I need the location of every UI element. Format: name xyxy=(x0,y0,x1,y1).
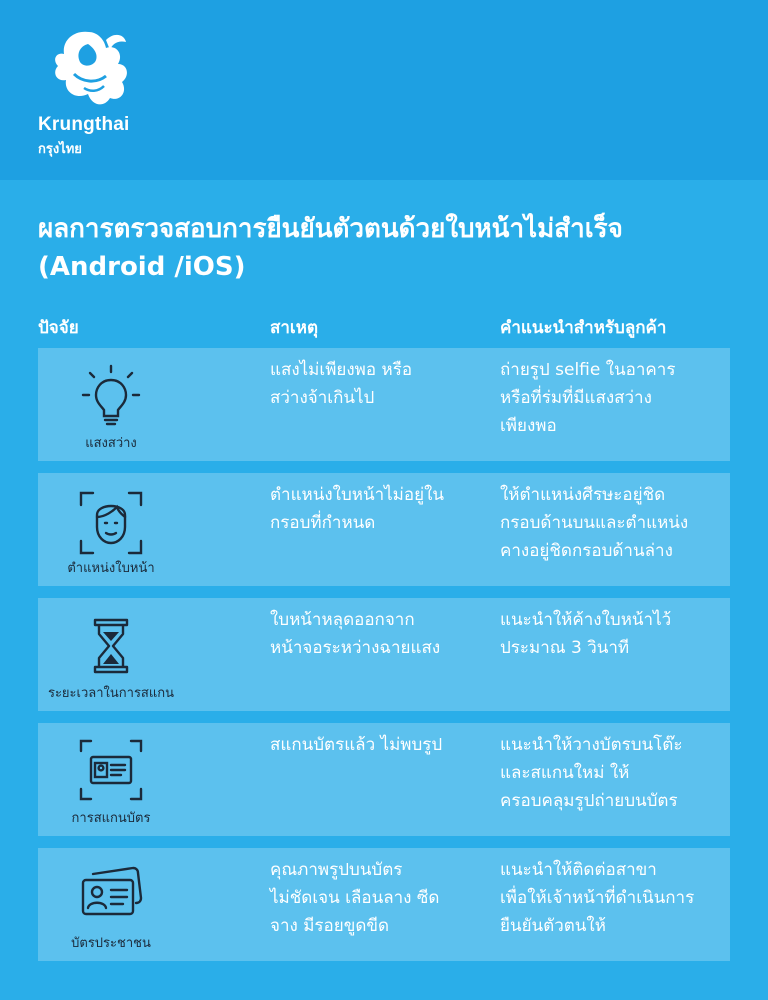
title-line-2: (Android /iOS) xyxy=(38,252,246,282)
row-icon-cell xyxy=(38,348,184,461)
row-cause xyxy=(270,731,480,759)
table-row xyxy=(38,348,730,461)
bird-logo-icon xyxy=(44,22,134,118)
advice-line: แนะนำให้ติดต่อสาขา xyxy=(500,860,657,880)
advice-line: ยืนยันตัวตนให้ xyxy=(500,916,606,936)
row-advice xyxy=(500,606,725,662)
page-title xyxy=(38,210,738,286)
advice-line: ให้ตำแหน่งศีรษะอยู่ชิด xyxy=(500,485,666,505)
row-label: ตำแหน่งใบหน้า xyxy=(67,561,155,576)
cause-line: กรอบที่กำหนด xyxy=(270,513,376,533)
advice-line: ประมาณ 3 วินาที xyxy=(500,638,630,658)
row-advice xyxy=(500,481,725,565)
cause-line: ตำแหน่งใบหน้าไม่อยู่ใน xyxy=(270,485,444,505)
row-icon-cell xyxy=(38,598,184,711)
column-header-cause: สาเหตุ xyxy=(270,318,318,338)
title-line-1: ผลการตรวจสอบการยืนยันตัวตนด้วยใบหน้าไม่สำเร็จ xyxy=(38,214,623,244)
cause-line: ใบหน้าหลุดออกจาก xyxy=(270,610,415,630)
row-icon-cell xyxy=(38,473,184,586)
row-icon-cell xyxy=(38,723,184,836)
brand-name-th: กรุงไทย xyxy=(38,142,82,157)
table-row xyxy=(38,598,730,711)
row-cause xyxy=(270,606,480,662)
cause-line: สแกนบัตรแล้ว ไม่พบรูป xyxy=(270,735,443,755)
row-cause xyxy=(270,856,480,940)
column-header-advice: คำแนะนำสำหรับลูกค้า xyxy=(500,318,667,338)
row-label: แสงสว่าง xyxy=(85,436,137,451)
row-icon-cell xyxy=(38,848,184,961)
row-advice xyxy=(500,731,725,815)
cause-line: จาง มีรอยขูดขีด xyxy=(270,916,390,936)
card-scan-icon xyxy=(75,735,147,807)
row-advice xyxy=(500,856,725,940)
advice-line: เพื่อให้เจ้าหน้าที่ดำเนินการ xyxy=(500,888,695,908)
row-advice xyxy=(500,356,725,440)
face-frame-icon xyxy=(75,487,147,559)
brand-name-en: Krungthai xyxy=(38,114,130,135)
table-row xyxy=(38,723,730,836)
advice-line: ครอบคลุมรูปถ่ายบนบัตร xyxy=(500,791,678,811)
advice-line: แนะนำให้วางบัตรบนโต๊ะ xyxy=(500,735,683,755)
advice-line: หรือที่ร่มที่มีแสงสว่าง xyxy=(500,388,652,408)
advice-line: เพียงพอ xyxy=(500,416,557,436)
row-label: บัตรประชาชน xyxy=(71,936,151,951)
advice-line: แนะนำให้ค้างใบหน้าไว้ xyxy=(500,610,672,630)
cause-line: ไม่ชัดเจน เลือนลาง ซีด xyxy=(270,888,440,908)
row-cause xyxy=(270,481,480,537)
row-label: ระยะเวลาในการสแกน xyxy=(47,686,175,701)
hourglass-icon xyxy=(75,612,147,684)
cause-line: คุณภาพรูปบนบัตร xyxy=(270,860,403,880)
advice-line: กรอบด้านบนและตำแหน่ง xyxy=(500,513,689,533)
row-cause xyxy=(270,356,480,412)
table-row xyxy=(38,473,730,586)
lightbulb-icon xyxy=(75,360,147,432)
advice-line: ถ่ายรูป selfie ในอาคาร xyxy=(500,360,676,380)
cause-line: แสงไม่เพียงพอ หรือ xyxy=(270,360,413,380)
column-header-factor: ปัจจัย xyxy=(38,318,79,338)
id-cards-icon xyxy=(75,860,147,932)
row-label: การสแกนบัตร xyxy=(71,811,151,826)
cause-line: สว่างจ้าเกินไป xyxy=(270,388,375,408)
advice-line: คางอยู่ชิดกรอบด้านล่าง xyxy=(500,541,673,561)
cause-line: หน้าจอระหว่างฉายแสง xyxy=(270,638,441,658)
table-row xyxy=(38,848,730,961)
advice-line: และสแกนใหม่ ให้ xyxy=(500,763,630,783)
